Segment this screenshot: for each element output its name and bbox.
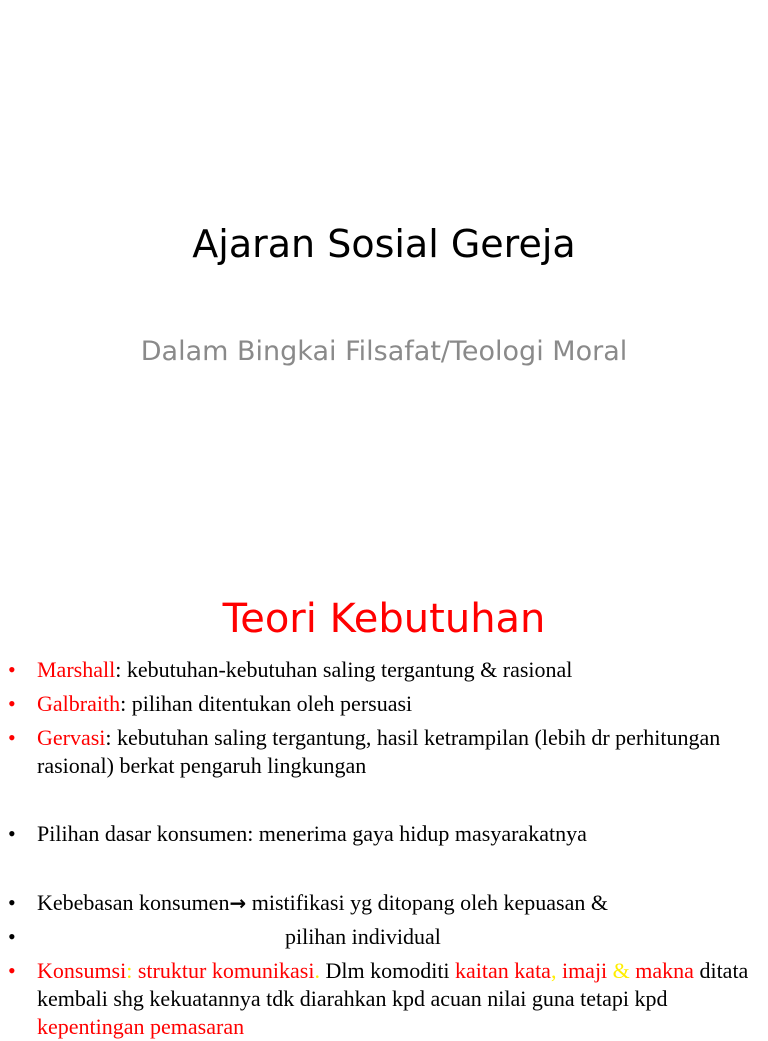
bullet-marker: • xyxy=(8,725,16,750)
bullet-text: kaitan kata xyxy=(455,958,551,983)
bullet-item xyxy=(0,656,768,684)
bullet-item xyxy=(0,889,768,917)
bullet-marker: • xyxy=(8,890,16,915)
bullet-marker: • xyxy=(8,691,16,716)
theorist-name: Gervasi xyxy=(37,725,106,750)
bullet-text: : kebutuhan saling tergantung, hasil ketrampilan (lebih dr perhitungan rasional) berkat pengaruh lingkungan xyxy=(37,725,721,778)
bullet-text: mistifikasi yg ditopang oleh kepuasan & xyxy=(246,890,608,915)
bullet-text: , xyxy=(550,958,562,983)
slide-2 xyxy=(0,576,768,1039)
bullet-marker: • xyxy=(8,821,16,846)
bullet-item xyxy=(0,957,768,1041)
bullet-text: ditata kembali shg kekuatannya tdk diarahkan kpd acuan nilai xyxy=(37,958,749,1011)
bullet-text: : xyxy=(126,958,138,983)
bullet-text: : kebutuhan-kebutuhan saling tergantung & rasional xyxy=(115,657,573,682)
bullet-text: Kebebasan konsumen xyxy=(37,890,230,915)
bullet-text: kepentingan pemasaran xyxy=(37,1014,245,1039)
bullet-item xyxy=(0,820,768,848)
bullet-text: Pilihan dasar konsumen: menerima gaya hidup masyarakatnya xyxy=(37,821,587,846)
arrow-icon: → xyxy=(229,891,247,915)
slide-title: Ajaran Sosial Gereja xyxy=(192,222,576,266)
bullet-list xyxy=(0,656,768,1041)
bullet-text: guna tetapi kpd xyxy=(531,986,668,1011)
bullet-text: pilihan individual xyxy=(285,924,441,949)
bullet-marker: • xyxy=(8,924,16,949)
bullet-text: struktur komunikasi xyxy=(137,958,315,983)
slide-subtitle: Dalam Bingkai Filsafat/Teologi Moral xyxy=(140,336,628,367)
bullet-text: . xyxy=(314,958,320,983)
theorist-name: Marshall xyxy=(37,657,116,682)
bullet-item xyxy=(0,690,768,718)
bullet-marker: • xyxy=(8,657,16,682)
bullet-text: & xyxy=(607,958,636,983)
bullet-text: imaji xyxy=(561,958,608,983)
bullet-marker: • xyxy=(8,958,16,983)
bullet-text: Konsumsi xyxy=(37,958,127,983)
bullet-text: : pilihan ditentukan oleh persuasi xyxy=(120,691,413,716)
bullet-item xyxy=(0,923,768,951)
slide-title: Teori Kebutuhan xyxy=(222,596,546,642)
bullet-item xyxy=(0,724,768,780)
bullet-text: Dlm komoditi xyxy=(319,958,456,983)
theorist-name: Galbraith xyxy=(37,691,121,716)
bullet-text: makna xyxy=(635,958,694,983)
